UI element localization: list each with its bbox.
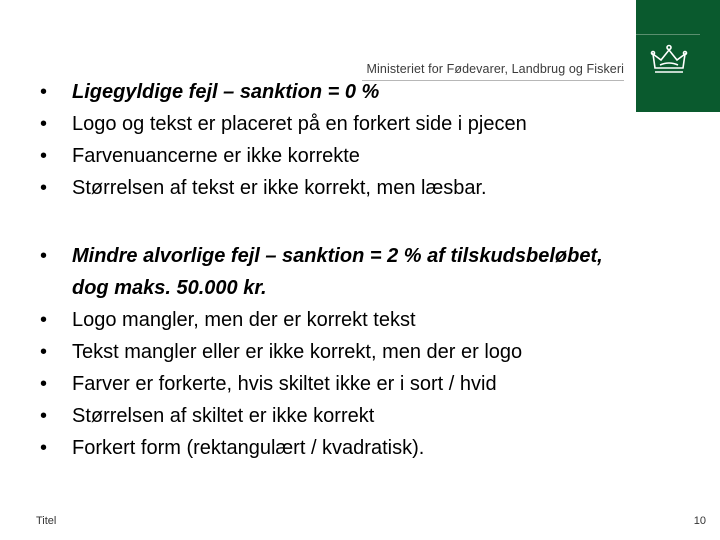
crown-icon [650, 44, 688, 76]
bullet-dot: • [40, 373, 48, 395]
spacer [40, 204, 640, 240]
bullet-dot: • [40, 437, 48, 459]
band-divider [636, 34, 700, 35]
bullet-dot: • [40, 405, 48, 427]
footer-title: Titel [36, 515, 57, 527]
list-item [40, 108, 640, 140]
heading-text: Ligegyldige fejl – sanktion = 0 % [72, 81, 380, 103]
bullet-dot: • [40, 145, 48, 167]
list-item [40, 432, 640, 464]
list-item [40, 368, 640, 400]
heading-text: Mindre alvorlige fejl – sanktion = 2 % af tilskudsbeløbet, dog maks. 50.000 kr. [72, 245, 603, 299]
bullet-dot: • [40, 341, 48, 363]
list-item-text: Størrelsen af tekst er ikke korrekt, men læsbar. [72, 177, 487, 199]
list-item [40, 400, 640, 432]
list-item-text: Farvenuancerne er ikke korrekte [72, 145, 360, 167]
list-item [40, 304, 640, 336]
bullet-dot: • [40, 177, 48, 199]
list-item-text: Farver er forkerte, hvis skiltet ikke er i sort / hvid [72, 373, 497, 395]
bullet-dot: • [40, 309, 48, 331]
list-item [40, 172, 640, 204]
brand-band [636, 0, 720, 112]
list-item-text: Tekst mangler eller er ikke korrekt, men der er logo [72, 341, 523, 363]
list-item-text: Logo og tekst er placeret på en forkert side i pjecen [72, 113, 527, 135]
ministry-name: Ministeriet for Fødevarer, Landbrug og Fiskeri [366, 62, 624, 76]
bullet-heading-1 [40, 76, 640, 108]
bullet-dot: • [40, 245, 48, 267]
list-item [40, 140, 640, 172]
bullet-dot: • [40, 113, 48, 135]
bullet-list [40, 76, 640, 464]
list-item-text: Logo mangler, men der er korrekt tekst [72, 309, 416, 331]
list-item [40, 336, 640, 368]
list-item-text: Forkert form (rektangulært / kvadratisk). [72, 437, 425, 459]
bullet-heading-2 [40, 240, 640, 304]
page-number: 10 [693, 515, 706, 527]
bullet-dot: • [40, 81, 48, 103]
list-item-text: Størrelsen af skiltet er ikke korrekt [72, 405, 375, 427]
